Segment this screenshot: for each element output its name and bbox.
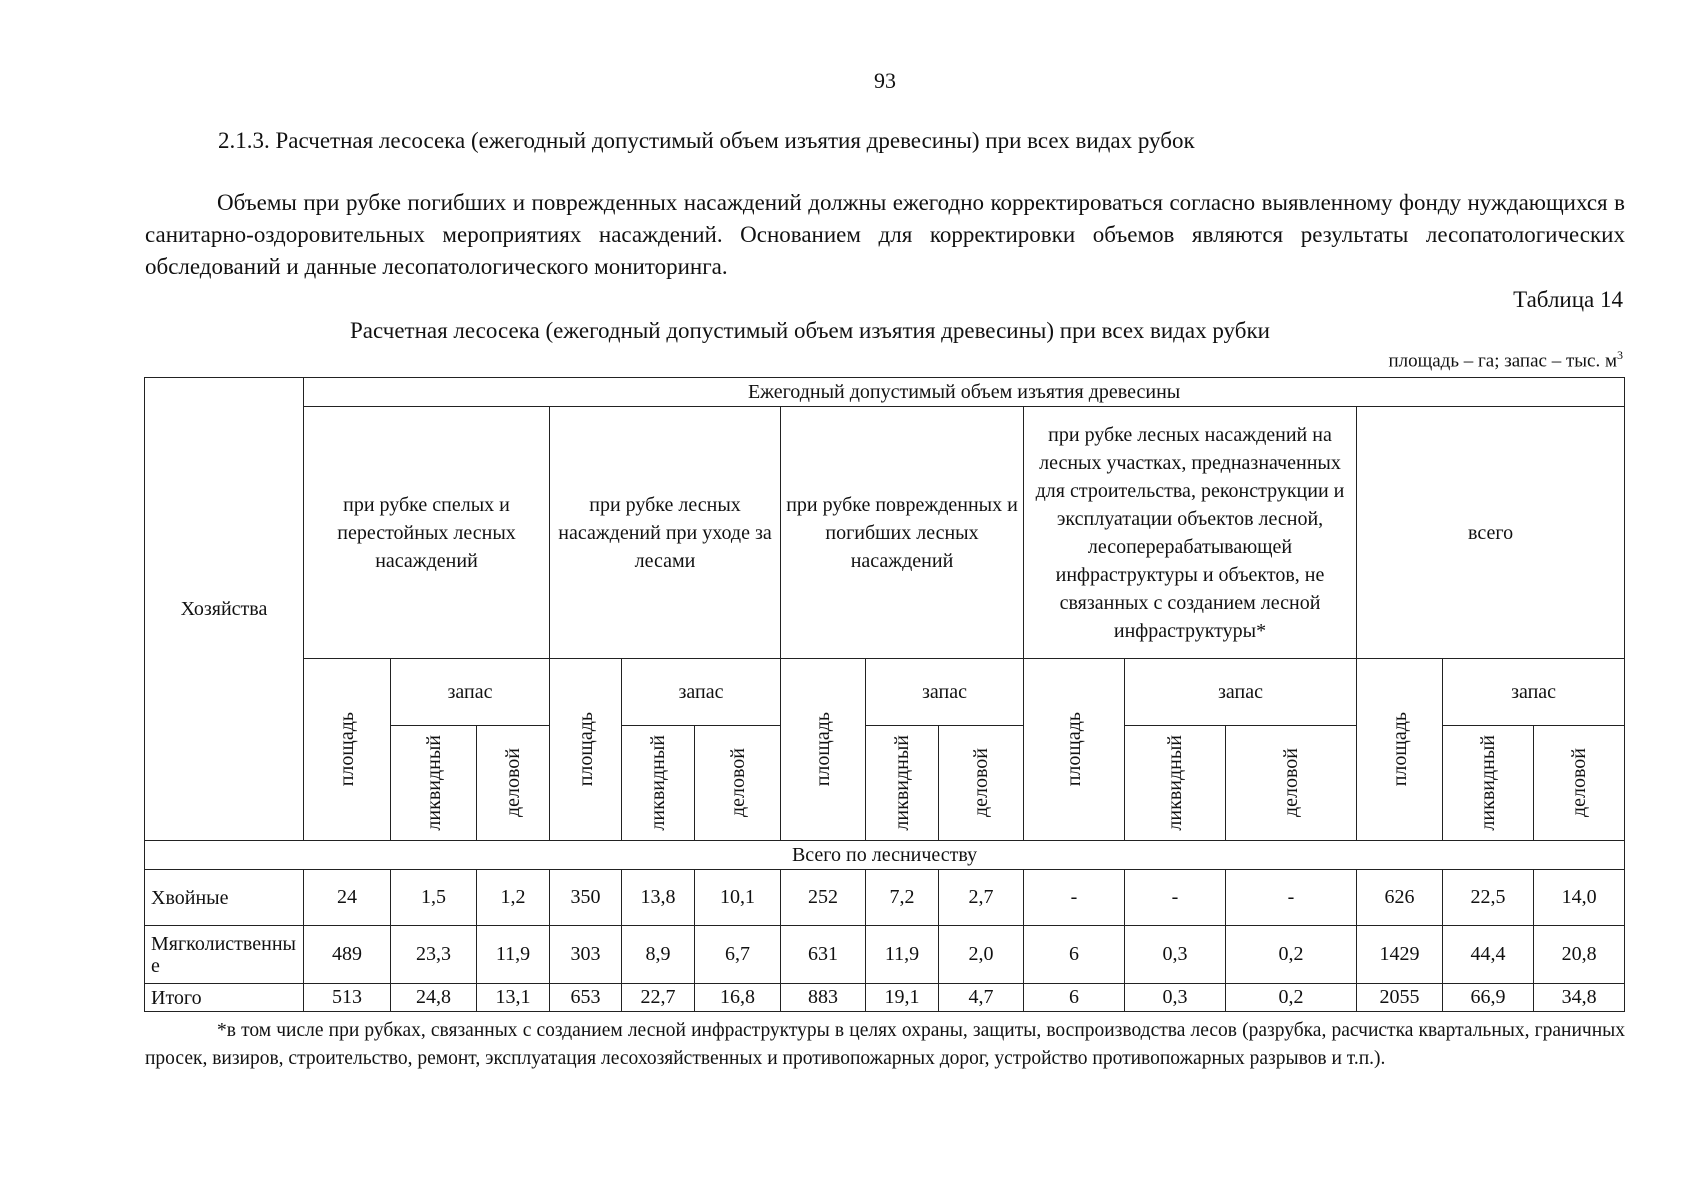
table-units — [1388, 348, 1623, 372]
table-cell: 2,7 — [939, 870, 1024, 926]
row-header-cell — [145, 378, 304, 841]
table-row — [145, 870, 1625, 926]
table-cell: 16,8 — [695, 984, 781, 1012]
units-superscript: 3 — [1617, 348, 1623, 362]
table-cell: 14,0 — [1534, 870, 1625, 926]
table-cell: 0,2 — [1226, 926, 1357, 984]
table-cell: 1429 — [1357, 926, 1443, 984]
business-header-cell — [939, 726, 1024, 841]
business-header: деловой — [502, 748, 524, 818]
table-cell: 631 — [781, 926, 866, 984]
table-cell: 19,1 — [866, 984, 939, 1012]
area-header-cell — [550, 659, 622, 841]
table-cell: 2,0 — [939, 926, 1024, 984]
area-header-cell — [1357, 659, 1443, 841]
table-cell: 13,1 — [477, 984, 550, 1012]
table-cell: 22,5 — [1443, 870, 1534, 926]
table-cell: 11,9 — [477, 926, 550, 984]
table-title: Расчетная лесосека (ежегодный допустимый объем изъятия древесины) при всех видах рубки — [350, 318, 1270, 343]
allowable-cut-table — [144, 377, 1625, 1012]
table-cell: 0,2 — [1226, 984, 1357, 1012]
table-cell: 0,3 — [1125, 926, 1226, 984]
table-cell: 44,4 — [1443, 926, 1534, 984]
business-header: деловой — [1568, 748, 1591, 818]
table-cell: 20,8 — [1534, 926, 1625, 984]
group-header-infrastructure: при рубке лесных насаждений на лесных участках, предназначенных для строительства, реконструкции и эксплуатации объектов лесной, лесоперерабатывающей инфраструктуры и объектов, не связанных с созданием лесной инфраструктуры* — [1024, 407, 1357, 659]
area-header-cell — [781, 659, 866, 841]
liquid-header-cell — [622, 726, 695, 841]
table-cell: 6 — [1024, 984, 1125, 1012]
table-cell: 653 — [550, 984, 622, 1012]
business-header: деловой — [726, 748, 749, 818]
liquid-header: ликвидный — [891, 735, 913, 831]
stock-header: запас — [622, 659, 781, 726]
liquid-header-cell — [866, 726, 939, 841]
intro-paragraph: Объемы при рубке погибших и поврежденных насаждений должны ежегодно корректироваться согласно выявленному фонду нуждающихся в санитарно-оздоровительных мероприятиях насаждений. Основанием для корректировки объемов являются результаты лесопатологических обследований и данные лесопатологического мониторинга. — [145, 190, 1625, 279]
business-header-cell — [1226, 726, 1357, 841]
table-cell: 24 — [304, 870, 391, 926]
table-cell: - — [1125, 870, 1226, 926]
table-row — [145, 926, 1625, 984]
table-cell: 883 — [781, 984, 866, 1012]
area-header: площадь — [812, 712, 834, 787]
table-cell: 1,5 — [391, 870, 477, 926]
table-cell: 11,9 — [866, 926, 939, 984]
table-cell: 2055 — [1357, 984, 1443, 1012]
stock-header: запас — [391, 659, 550, 726]
area-header: площадь — [1063, 712, 1085, 787]
table-cell: 6,7 — [695, 926, 781, 984]
table-cell: 34,8 — [1534, 984, 1625, 1012]
table-cell: 252 — [781, 870, 866, 926]
liquid-header: ликвидный — [1477, 735, 1499, 831]
table-cell: 22,7 — [622, 984, 695, 1012]
group-header-thinning: при рубке лесных насаждений при уходе за лесами — [550, 407, 781, 659]
group-header-total: всего — [1357, 407, 1625, 659]
liquid-header-cell — [1443, 726, 1534, 841]
table-cell: 303 — [550, 926, 622, 984]
area-header: площадь — [574, 712, 597, 787]
table-cell: 24,8 — [391, 984, 477, 1012]
liquid-header: ликвидный — [422, 735, 445, 831]
business-header-cell — [1534, 726, 1625, 841]
row-label: Хвойные — [145, 870, 304, 926]
page-number: 93 — [874, 68, 896, 93]
table-number: Таблица 14 — [1513, 287, 1623, 312]
area-header: площадь — [1388, 712, 1411, 787]
units-text: площадь – га; запас – тыс. м — [1388, 350, 1617, 372]
table-cell: 10,1 — [695, 870, 781, 926]
business-header: деловой — [1280, 748, 1302, 818]
liquid-header: ликвидный — [1164, 735, 1186, 831]
table-cell: 513 — [304, 984, 391, 1012]
table-cell: 350 — [550, 870, 622, 926]
table-row — [145, 984, 1625, 1012]
table-cell: 7,2 — [866, 870, 939, 926]
row-header: Хозяйства — [180, 597, 268, 620]
table-cell: - — [1024, 870, 1125, 926]
group-header-damaged: при рубке поврежденных и погибших лесных насаждений — [781, 407, 1024, 659]
footnote: *в том числе при рубках, связанных с созданием лесной инфраструктуры в целях охраны, защиты, воспроизводства лесов (разрубка, расчистка квартальных, граничных просек, визиров, строительство, ремонт, эксплуатация лесохозяйственных и противопожарных дорог, устройство противопожарных разрывов и т.п.). — [145, 1020, 1625, 1069]
table-cell: 8,9 — [622, 926, 695, 984]
table-cell: 13,8 — [622, 870, 695, 926]
row-label: Итого — [145, 984, 304, 1012]
liquid-header-cell — [1125, 726, 1226, 841]
table-cell: 6 — [1024, 926, 1125, 984]
liquid-header-cell — [391, 726, 477, 841]
table-cell: 4,7 — [939, 984, 1024, 1012]
business-header-cell — [477, 726, 550, 841]
section-heading: 2.1.3. Расчетная лесосека (ежегодный допустимый объем изъятия древесины) при всех видах рубок — [218, 128, 1195, 153]
liquid-header: ликвидный — [647, 735, 669, 831]
area-header: площадь — [336, 712, 358, 787]
stock-header: запас — [1443, 659, 1625, 726]
table-cell: - — [1226, 870, 1357, 926]
table-cell: 0,3 — [1125, 984, 1226, 1012]
group-header-mature: при рубке спелых и перестойных лесных насаждений — [304, 407, 550, 659]
table-cell: 1,2 — [477, 870, 550, 926]
stock-header: запас — [866, 659, 1024, 726]
business-header-cell — [695, 726, 781, 841]
business-header: деловой — [970, 748, 992, 818]
top-header: Ежегодный допустимый объем изъятия древесины — [304, 378, 1625, 407]
stock-header: запас — [1125, 659, 1357, 726]
table-cell: 23,3 — [391, 926, 477, 984]
row-label: Мягколиственные — [145, 926, 304, 984]
table-cell: 489 — [304, 926, 391, 984]
table-cell: 66,9 — [1443, 984, 1534, 1012]
area-header-cell — [1024, 659, 1125, 841]
area-header-cell — [304, 659, 391, 841]
section-row: Всего по лесничеству — [145, 841, 1625, 870]
table-cell: 626 — [1357, 870, 1443, 926]
